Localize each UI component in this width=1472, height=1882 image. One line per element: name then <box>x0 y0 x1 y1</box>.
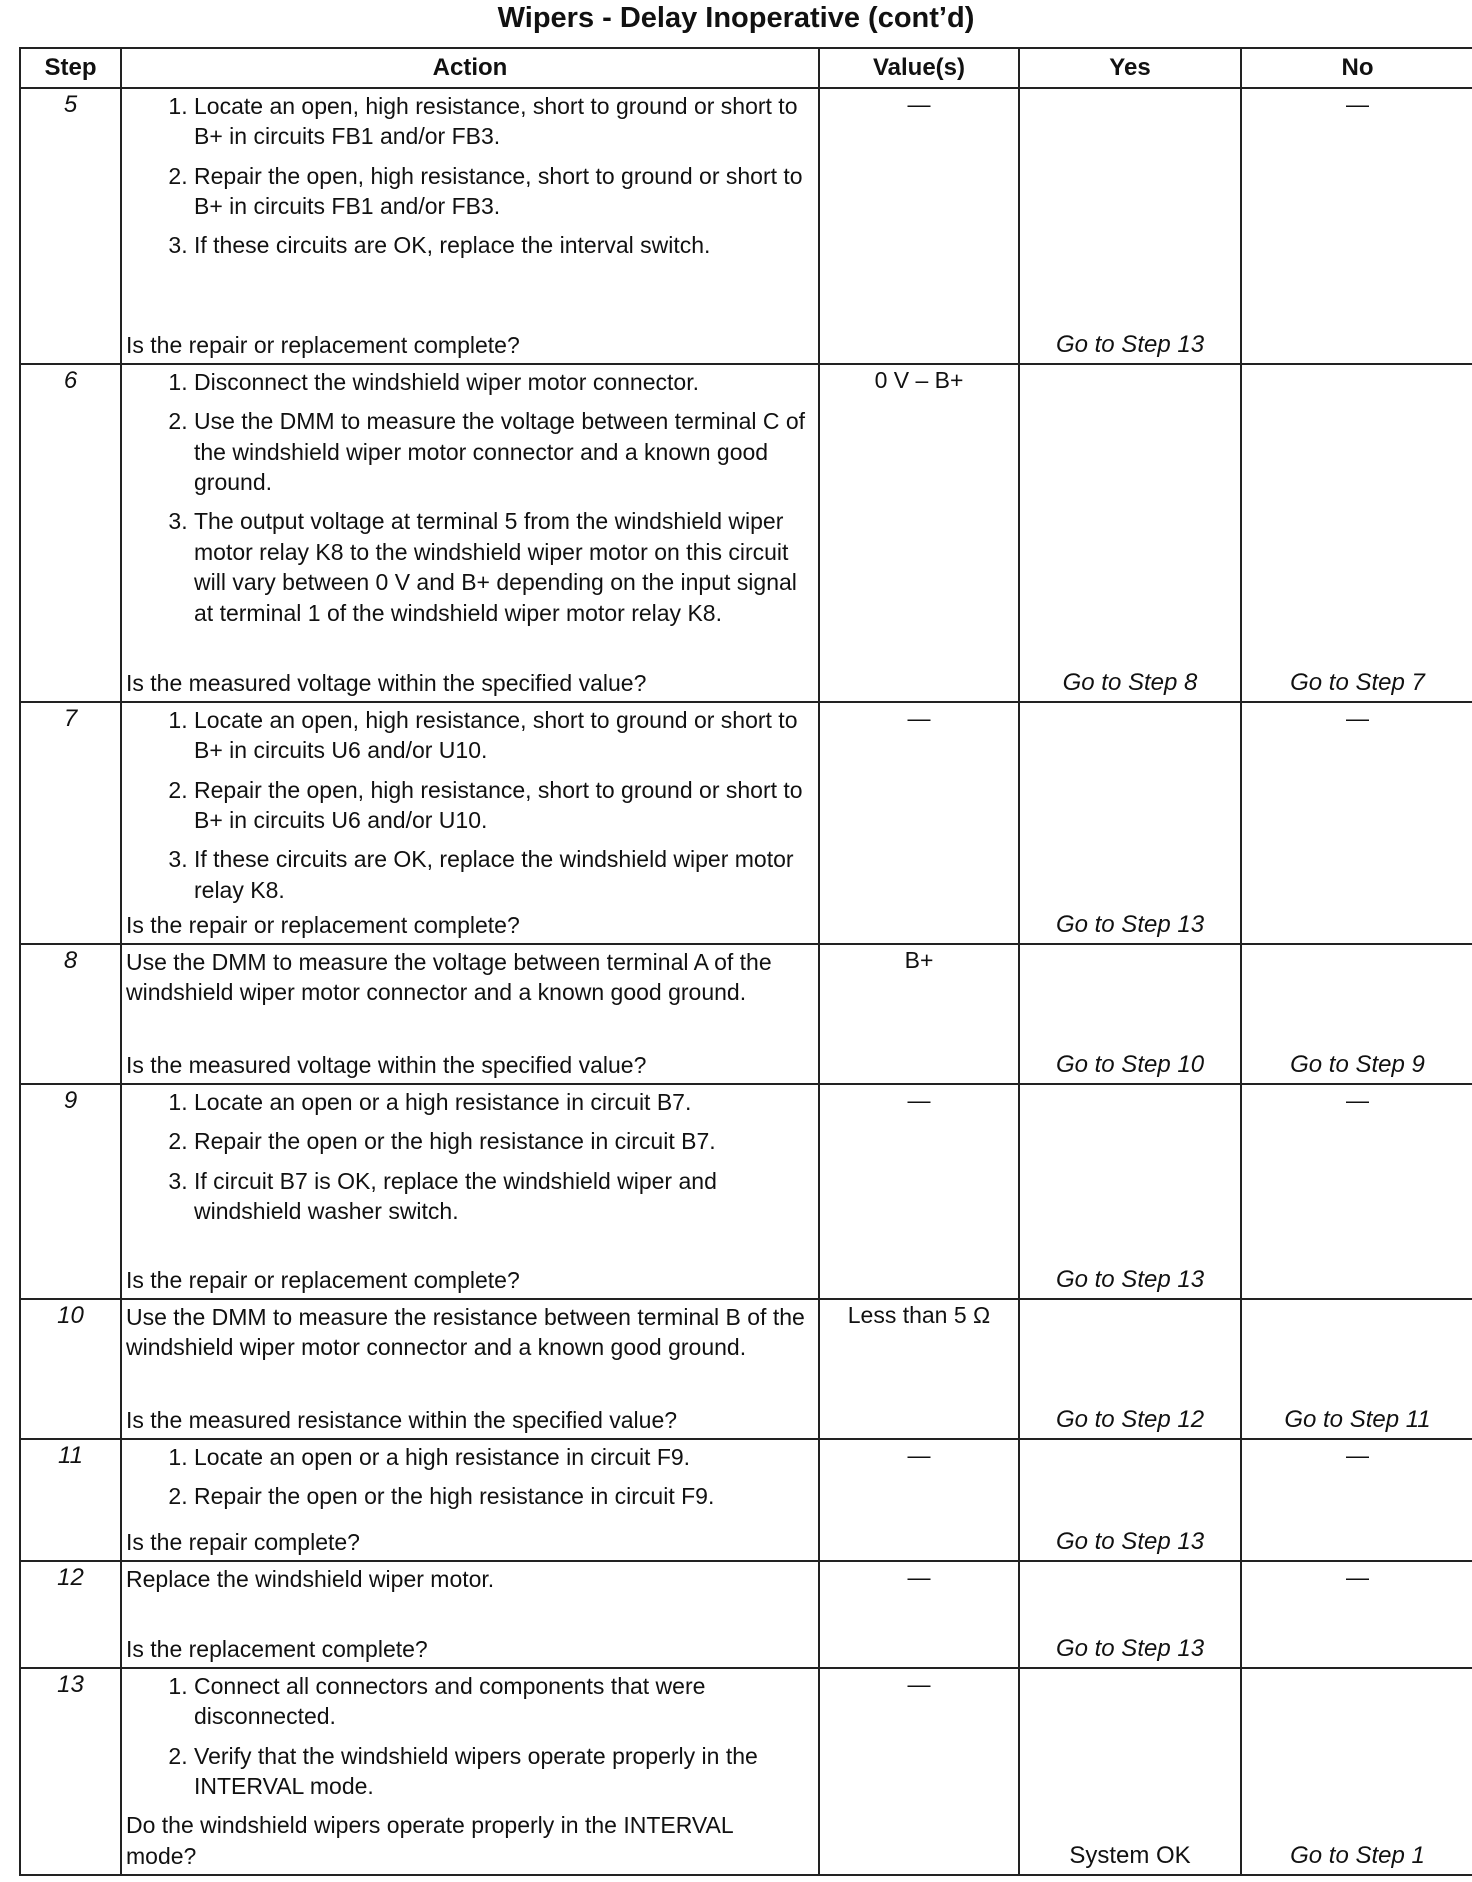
no-cell: — <box>1241 1084 1472 1299</box>
value-cell: Less than 5 Ω <box>819 1299 1019 1439</box>
header-yes: Yes <box>1019 48 1241 88</box>
value-cell: — <box>819 1084 1019 1299</box>
action-item: 2. Repair the open or the high resistance in circuit B7. <box>194 1126 808 1156</box>
table-row <box>20 1084 1472 1299</box>
value-cell: — <box>819 1439 1019 1561</box>
yes-result: Go to Step 12 <box>1055 1406 1205 1434</box>
yes-result: Go to Step 13 <box>1055 911 1205 939</box>
action-cell <box>121 1561 819 1668</box>
value-cell: — <box>819 702 1019 944</box>
yes-cell <box>1019 1084 1241 1299</box>
action-text: Replace the windshield wiper motor. <box>126 1566 495 1592</box>
action-list <box>126 705 808 910</box>
yes-result: Go to Step 8 <box>1062 669 1198 697</box>
action-list <box>126 367 808 668</box>
action-cell <box>121 1439 819 1561</box>
action-item: 1. Disconnect the windshield wiper motor connector. <box>194 367 808 397</box>
table-row <box>20 1439 1472 1561</box>
step-number: 9 <box>20 1084 121 1299</box>
action-item: 3. If circuit B7 is OK, replace the windshield wiper and windshield washer switch. <box>194 1166 808 1227</box>
action-item: 1. Connect all connectors and components that were disconnected. <box>194 1671 808 1732</box>
step-number: 7 <box>20 702 121 944</box>
action-cell <box>121 1668 819 1875</box>
value-cell: 0 V – B+ <box>819 364 1019 702</box>
action-cell <box>121 1299 819 1439</box>
action-cell <box>121 1084 819 1299</box>
action-list <box>126 1087 808 1265</box>
action-cell <box>121 702 819 944</box>
diagnostic-table <box>19 47 1472 1876</box>
action-question: Is the measured resistance within the specified value? <box>126 1406 678 1433</box>
value-cell: — <box>819 88 1019 364</box>
header-row <box>20 48 1472 88</box>
action-item: 2. Verify that the windshield wipers operate properly in the INTERVAL mode. <box>194 1741 808 1802</box>
step-number: 12 <box>20 1561 121 1668</box>
no-result: Go to Step 7 <box>1290 669 1425 697</box>
yes-cell <box>1019 944 1241 1084</box>
yes-cell <box>1019 702 1241 944</box>
action-cell <box>121 88 819 364</box>
table-row <box>20 1299 1472 1439</box>
action-cell <box>121 944 819 1084</box>
yes-result: Go to Step 13 <box>1055 1266 1205 1294</box>
table-row <box>20 1561 1472 1668</box>
yes-cell <box>1019 1561 1241 1668</box>
action-question: Is the replacement complete? <box>126 1635 428 1662</box>
action-question: Is the repair or replacement complete? <box>126 331 520 358</box>
action-item: 2. Repair the open, high resistance, short to ground or short to B+ in circuits U6 and/or U10. <box>194 775 808 836</box>
no-result: Go to Step 11 <box>1284 1406 1431 1434</box>
action-item: 1. Locate an open, high resistance, short to ground or short to B+ in circuits FB1 and/or FB3. <box>194 91 808 152</box>
no-cell <box>1241 944 1472 1084</box>
no-cell: — <box>1241 702 1472 944</box>
value-cell: B+ <box>819 944 1019 1084</box>
page-title: Wipers - Delay Inoperative (cont’d) <box>497 2 975 34</box>
value-cell: — <box>819 1561 1019 1668</box>
no-cell <box>1241 1299 1472 1439</box>
action-question: Is the repair or replacement complete? <box>126 1266 520 1293</box>
action-item: 3. If these circuits are OK, replace the windshield wiper motor relay K8. <box>194 844 808 905</box>
yes-cell <box>1019 1668 1241 1875</box>
no-result: Go to Step 9 <box>1290 1051 1425 1079</box>
step-number: 11 <box>20 1439 121 1561</box>
no-cell: — <box>1241 88 1472 364</box>
no-result: Go to Step 1 <box>1290 1842 1425 1870</box>
yes-cell <box>1019 1299 1241 1439</box>
table-row <box>20 88 1472 364</box>
action-question: Is the repair complete? <box>126 1528 360 1555</box>
action-item: 3. If these circuits are OK, replace the interval switch. <box>194 230 808 260</box>
header-step: Step <box>20 48 121 88</box>
action-item: 1. Locate an open or a high resistance in circuit F9. <box>194 1442 808 1472</box>
yes-result: System OK <box>1069 1842 1191 1870</box>
action-item: 1. Locate an open, high resistance, short to ground or short to B+ in circuits U6 and/or U10. <box>194 705 808 766</box>
header-no: No <box>1241 48 1472 88</box>
action-text: Use the DMM to measure the voltage between terminal A of the windshield wiper motor connector and a known good ground. <box>126 949 772 1006</box>
yes-result: Go to Step 13 <box>1055 1528 1205 1556</box>
action-question: Is the measured voltage within the specified value? <box>126 669 647 696</box>
header-action: Action <box>121 48 819 88</box>
no-cell <box>1241 1668 1472 1875</box>
step-number: 6 <box>20 364 121 702</box>
step-number: 13 <box>20 1668 121 1875</box>
no-cell <box>1241 364 1472 702</box>
action-question: Is the repair or replacement complete? <box>126 911 520 938</box>
yes-cell <box>1019 364 1241 702</box>
action-list <box>126 1671 808 1810</box>
action-text: Use the DMM to measure the resistance between terminal B of the windshield wiper motor connector and a known good ground. <box>126 1304 805 1361</box>
action-item: 1. Locate an open or a high resistance in circuit B7. <box>194 1087 808 1117</box>
action-item: 2. Repair the open, high resistance, short to ground or short to B+ in circuits FB1 and/or FB3. <box>194 161 808 222</box>
table-row <box>20 944 1472 1084</box>
action-item: 2. Repair the open or the high resistance in circuit F9. <box>194 1481 808 1511</box>
action-item: 3. The output voltage at terminal 5 from the windshield wiper motor relay K8 to the windshield wiper motor on this circuit will vary between 0 V and B+ depending on the input signal at terminal 1 of the windshield wiper motor relay K8. <box>194 506 808 627</box>
step-number: 5 <box>20 88 121 364</box>
action-list <box>126 91 808 330</box>
table-row <box>20 364 1472 702</box>
yes-result: Go to Step 13 <box>1055 331 1205 359</box>
step-number: 10 <box>20 1299 121 1439</box>
no-cell: — <box>1241 1561 1472 1668</box>
action-item: 2. Use the DMM to measure the voltage between terminal C of the windshield wiper motor connector and a known good ground. <box>194 406 808 497</box>
value-cell: — <box>819 1668 1019 1875</box>
yes-result: Go to Step 10 <box>1055 1051 1205 1079</box>
action-cell <box>121 364 819 702</box>
yes-cell <box>1019 1439 1241 1561</box>
header-values: Value(s) <box>819 48 1019 88</box>
action-question: Do the windshield wipers operate properly in the INTERVAL mode? <box>126 1812 733 1869</box>
action-question: Is the measured voltage within the specified value? <box>126 1051 647 1078</box>
no-cell: — <box>1241 1439 1472 1561</box>
action-list <box>126 1442 808 1527</box>
table-row <box>20 1668 1472 1875</box>
yes-result: Go to Step 13 <box>1055 1635 1205 1663</box>
table-row <box>20 702 1472 944</box>
step-number: 8 <box>20 944 121 1084</box>
yes-cell <box>1019 88 1241 364</box>
